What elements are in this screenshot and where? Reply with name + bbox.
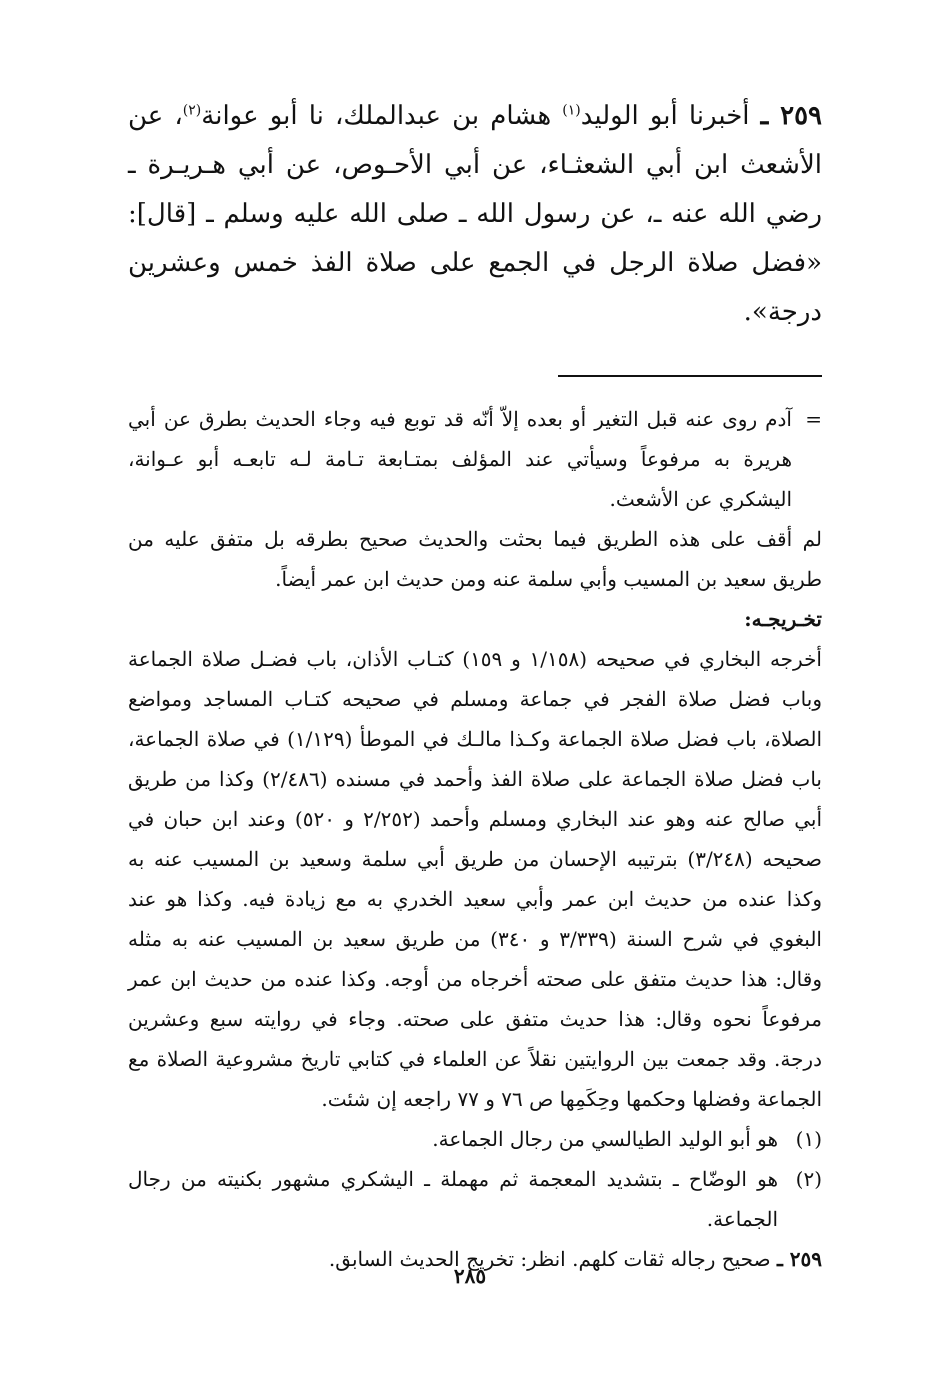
footnote-2-text: هو الوضّاح ـ بتشديد المعجمة ثم مهملة ـ اليشكري مشهور بكنيته من رجال الجماعة.: [128, 1167, 778, 1231]
footnote-ref-1: (١): [562, 102, 581, 119]
footnote-1-marker: (١): [795, 1127, 822, 1151]
footnote-2: [128, 1159, 822, 1239]
continuation-marker: =: [805, 407, 822, 431]
page-body: [128, 92, 822, 1279]
hadith-text: [128, 92, 822, 337]
assessment-paragraph: لم أقف على هذه الطريق فيما بحثت والحديث صحيح بطرقه بل متفق عليه من طريق سعيد بن المسيب وأبي سلمة عنه ومن حديث ابن عمر أيضاً.: [128, 527, 822, 591]
footnote-2-marker: (٢): [795, 1167, 822, 1191]
hadith-text-part2: هشام بن عبدالملك، نا أبو عوانة: [201, 101, 563, 131]
footnote-1: [128, 1119, 822, 1159]
takhrij-paragraph: أخرجه البخاري في صحيحه (١/١٥٨ و ١٥٩) كتـاب الأذان، باب فضـل صلاة الجماعة وباب فضل صلاة الفجر في جماعة ومسلم في صحيحه كتـاب المساجد ومواضع الصلاة، باب فضل صلاة الجماعة وكـذا مالـك في الموطأ (١/١٢٩) في صلاة الجماعة، باب فضل صلاة الجماعة على صلاة الفذ وأحمد في مسنده (٢/٤٨٦) وكذا من طريق أبي صالح عنه وهو عند البخاري ومسلم وأحمد (٢/٢٥٢ و ٥٢٠) وعند ابن حبان في صحيحه (٣/٢٤٨) بترتيبه الإحسان من طريق أبي سلمة وسعيد بن المسيب عنه به وكذا عنده من حديث ابن عمر وأبي سعيد الخدري به مع زيادة فيه. وكذا هو عند البغوي في شرح السنة (٣/٣٣٩ و ٣٤٠) من طريق سعيد بن المسيب عنه به مثله وقال: هذا حديث متفق على صحته أخرجاه من أوجه. وكذا عنده من حديث ابن عمر مرفوعاً نحوه وقال: هذا حديث متفق على صحته. وجاء في روايته سبع وعشرين درجة. وقد جمعت بين الروايتين نقلاً عن العلماء في كتابي تاريخ مشروعية الصلاة مع الجماعة وفضلها وحكمها وحِكَمِها ص ٧٦ و ٧٧ راجعه إن شئت.: [128, 647, 823, 1111]
grading-number: ٢٥٩ ـ: [776, 1247, 822, 1271]
footnote-divider: [558, 375, 822, 377]
hadith-text-part1: أخبرنا أبو الوليد: [580, 101, 750, 131]
page-number: ٢٨٥: [453, 1264, 487, 1288]
continuation-note: [128, 399, 822, 519]
notes-section: [128, 399, 822, 1279]
footnote-1-text: هو أبو الوليد الطيالسي من رجال الجماعة.: [432, 1127, 778, 1151]
takhrij-heading: تخـريجـه:: [744, 607, 822, 631]
hadith-number: ٢٥٩ ـ: [760, 101, 823, 131]
continuation-text: آدم روى عنه قبل التغير أو بعده إلاّ أنّه قد توبع فيه وجاء الحديث بطرق عن أبي هريرة به مرفوعاً وسيأتي عند المؤلف بمتـابعة تـامة لـه تابعـه أبو عـوانة، اليشكري عن الأشعث.: [128, 407, 792, 511]
footnote-ref-2: (٢): [182, 102, 202, 119]
hadith-text-part3: ، عن الأشعث ابن أبي الشعثـاء، عن أبي الأحـوص، عن أبي هـريـرة ـ رضي الله عنه ـ، عن رسول الله ـ صلى الله عليه وسلم ـ [قال]: «فضل صلاة الرجل في الجمع على صلاة الفذ خمس وعشرين درجة».: [128, 101, 822, 327]
grading-text: صحيح رجاله ثقات كلهم. انظر: تخريج الحديث السابق.: [328, 1247, 777, 1271]
